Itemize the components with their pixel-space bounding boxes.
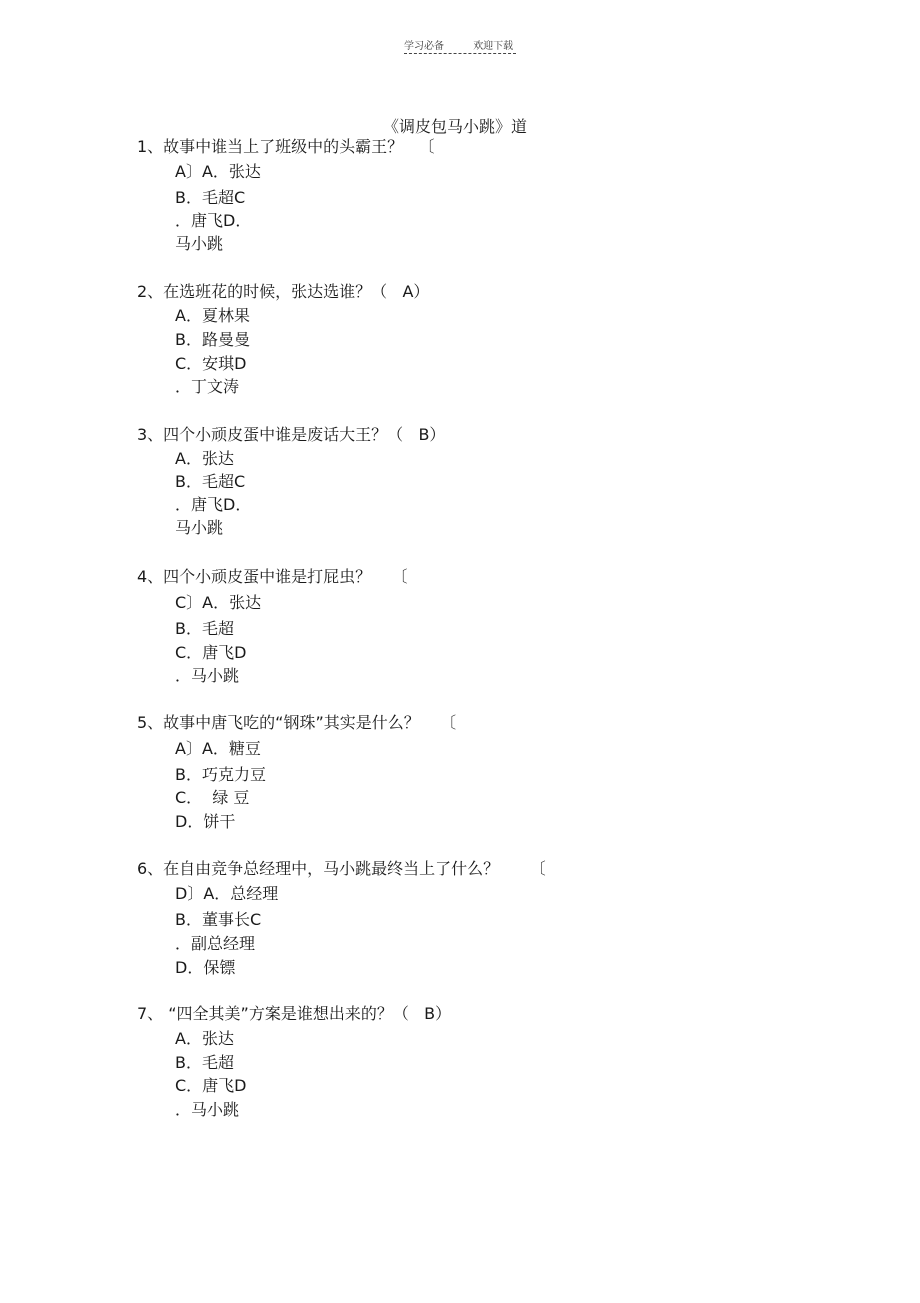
option-line: ．丁文涛 xyxy=(175,377,240,396)
option-line: D．保镖 xyxy=(175,958,236,977)
option-line: D．饼干 xyxy=(175,812,236,831)
option-line: C．安琪D xyxy=(175,354,247,373)
option-line: C〕A．张达 xyxy=(175,593,262,612)
option-line: B．毛超C xyxy=(175,472,246,491)
option-line: ．副总经理 xyxy=(175,934,256,953)
option-line: ．唐飞D． xyxy=(175,211,252,230)
page-header xyxy=(404,37,513,52)
question-line: 6、在自由竞争总经理中，马小跳最终当上了什么？ 〔 xyxy=(137,859,546,878)
option-line: ．马小跳 xyxy=(175,666,240,685)
option-line: A〕A．糖豆 xyxy=(175,739,261,758)
option-line: 马小跳 xyxy=(175,234,224,253)
question-line: 7、 “四全其美”方案是谁想出来的？（ B） xyxy=(137,1004,452,1023)
option-line: ．马小跳 xyxy=(175,1100,240,1119)
option-line: C．唐飞D xyxy=(175,1076,247,1095)
option-line: B．巧克力豆 xyxy=(175,765,266,784)
option-line: B．毛超C xyxy=(175,188,246,207)
option-line: D〕A．总经理 xyxy=(175,884,279,903)
option-line: A．张达 xyxy=(175,449,234,468)
option-line: B．毛超 xyxy=(175,1053,234,1072)
option-line: B．董事长C xyxy=(175,910,262,929)
question-line: 5、故事中唐飞吃的“钢珠”其实是什么？ 〔 xyxy=(137,713,457,732)
document-title: 《调皮包马小跳》道 xyxy=(383,117,528,136)
question-line: 3、四个小顽皮蛋中谁是废话大王？（ B） xyxy=(137,425,446,444)
option-line: A〕A．张达 xyxy=(175,162,261,181)
question-line: 4、四个小顽皮蛋中谁是打屁虫？ 〔 xyxy=(137,567,408,586)
header-right-text: 欢迎下载 xyxy=(473,41,514,52)
option-line: B．路曼曼 xyxy=(175,330,250,349)
option-line: C．唐飞D xyxy=(175,643,247,662)
header-dashed-rule xyxy=(404,53,516,54)
option-line: A．夏林果 xyxy=(175,306,250,325)
option-line: A．张达 xyxy=(175,1029,234,1048)
option-line: 马小跳 xyxy=(175,518,224,537)
option-line: C． 绿 豆 xyxy=(175,788,250,807)
question-line: 1、故事中谁当上了班级中的头霸王？ 〔 xyxy=(137,137,435,156)
question-line: 2、在选班花的时候，张达选谁？（ A） xyxy=(137,282,430,301)
header-left-text: 学习必备 xyxy=(404,41,444,52)
option-line: B．毛超 xyxy=(175,619,234,638)
option-line: ．唐飞D． xyxy=(175,495,252,514)
